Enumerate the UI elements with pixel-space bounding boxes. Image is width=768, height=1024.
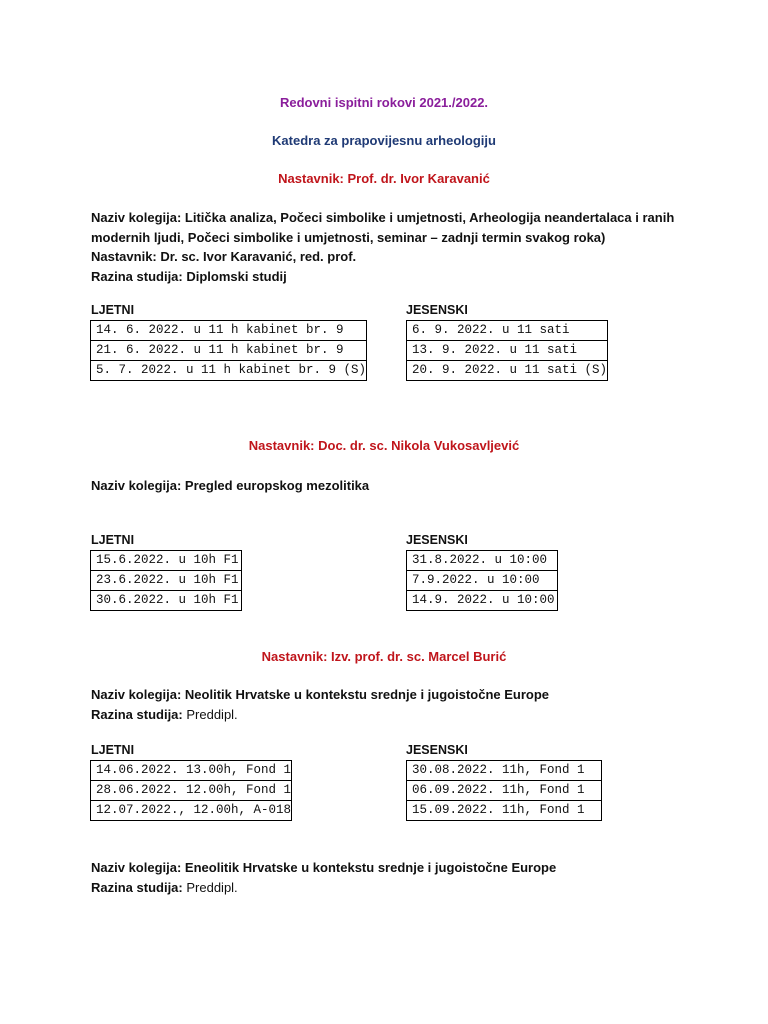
table-cell: 21. 6. 2022. u 11 h kabinet br. 9 (91, 341, 367, 361)
course-info-3 (91, 685, 711, 724)
table-cell: 30.08.2022. 11h, Fond 1 (407, 761, 602, 781)
table-row (407, 321, 608, 341)
table-cell: 20. 9. 2022. u 11 sati (S) (407, 361, 608, 381)
table-cell: 12.07.2022., 12.00h, A-018 (91, 801, 292, 821)
table-row (91, 361, 367, 381)
teacher-heading-3: Nastavnik: Izv. prof. dr. sc. Marcel Burić (261, 649, 507, 664)
table-cell: 28.06.2022. 12.00h, Fond 1 (91, 781, 292, 801)
table-cell: 23.6.2022. u 10h F1 (91, 571, 242, 591)
course-info-1 (91, 208, 711, 286)
table-cell: 15.6.2022. u 10h F1 (91, 551, 242, 571)
table-row (91, 761, 292, 781)
table-cell: 14. 6. 2022. u 11 h kabinet br. 9 (91, 321, 367, 341)
table-row (91, 801, 292, 821)
table-row (91, 341, 367, 361)
study-level-value-4: Preddipl. (182, 879, 238, 895)
course-name-3: Naziv kolegija: Neolitik Hrvatske u kontekstu srednje i jugoistočne Europe (91, 687, 550, 702)
table-row (407, 761, 602, 781)
table-row (407, 781, 602, 801)
table-row (91, 591, 242, 611)
study-level-label-3: Razina studija: (91, 706, 183, 722)
teacher-line-1: Nastavnik: Dr. sc. Ivor Karavanić, red. prof. (91, 249, 357, 264)
autumn-table-2 (406, 550, 558, 611)
study-level-value-3: Preddipl. (182, 706, 238, 722)
table-row (407, 361, 608, 381)
course-name-2: Naziv kolegija: Pregled europskog mezolitika (91, 478, 370, 493)
table-cell: 5. 7. 2022. u 11 h kabinet br. 9 (S) (91, 361, 367, 381)
table-cell: 14.9. 2022. u 10:00 (407, 591, 558, 611)
summer-label-2: LJETNI (91, 533, 135, 547)
table-cell: 06.09.2022. 11h, Fond 1 (407, 781, 602, 801)
autumn-label-1: JESENSKI (406, 303, 468, 317)
study-level-1: Razina studija: Diplomski studij (91, 268, 287, 284)
summer-table-2 (90, 550, 242, 611)
course-name-1: Naziv kolegija: Litička analiza, Počeci simbolike i umjetnosti, Arheologija neandertalaca i ranih modernih ljudi, Počeci simbolike i umjetnosti, seminar – zadnji termin svakog roka) (91, 210, 675, 245)
summer-table-3 (90, 760, 292, 821)
course-name-4: Naziv kolegija: Eneolitik Hrvatske u kontekstu srednje i jugoistočne Europe (91, 860, 557, 875)
summer-table-1 (90, 320, 367, 381)
teacher-heading-1: Nastavnik: Prof. dr. Ivor Karavanić (278, 171, 490, 186)
autumn-label-3: JESENSKI (406, 743, 468, 757)
autumn-label-2: JESENSKI (406, 533, 468, 547)
autumn-table-1 (406, 320, 608, 381)
autumn-table-3 (406, 760, 602, 821)
teacher-heading-2: Nastavnik: Doc. dr. sc. Nikola Vukosavljević (248, 438, 520, 453)
table-row (91, 321, 367, 341)
table-cell: 7.9.2022. u 10:00 (407, 571, 558, 591)
department-name: Katedra za prapovijesnu arheologiju (272, 133, 496, 148)
table-cell: 13. 9. 2022. u 11 sati (407, 341, 608, 361)
summer-label-3: LJETNI (91, 743, 135, 757)
table-row (91, 571, 242, 591)
study-level-label-4: Razina studija: (91, 879, 183, 895)
table-cell: 15.09.2022. 11h, Fond 1 (407, 801, 602, 821)
table-row (407, 551, 558, 571)
table-cell: 14.06.2022. 13.00h, Fond 1 (91, 761, 292, 781)
table-cell: 31.8.2022. u 10:00 (407, 551, 558, 571)
document-title: Redovni ispitni rokovi 2021./2022. (279, 95, 489, 110)
table-row (407, 571, 558, 591)
study-level-3 (91, 705, 711, 725)
table-row (407, 341, 608, 361)
table-row (91, 781, 292, 801)
course-info-4 (91, 858, 711, 897)
table-row (91, 551, 242, 571)
table-row (407, 591, 558, 611)
summer-label-1: LJETNI (91, 303, 135, 317)
table-cell: 6. 9. 2022. u 11 sati (407, 321, 608, 341)
study-level-4 (91, 878, 711, 898)
table-cell: 30.6.2022. u 10h F1 (91, 591, 242, 611)
table-row (407, 801, 602, 821)
